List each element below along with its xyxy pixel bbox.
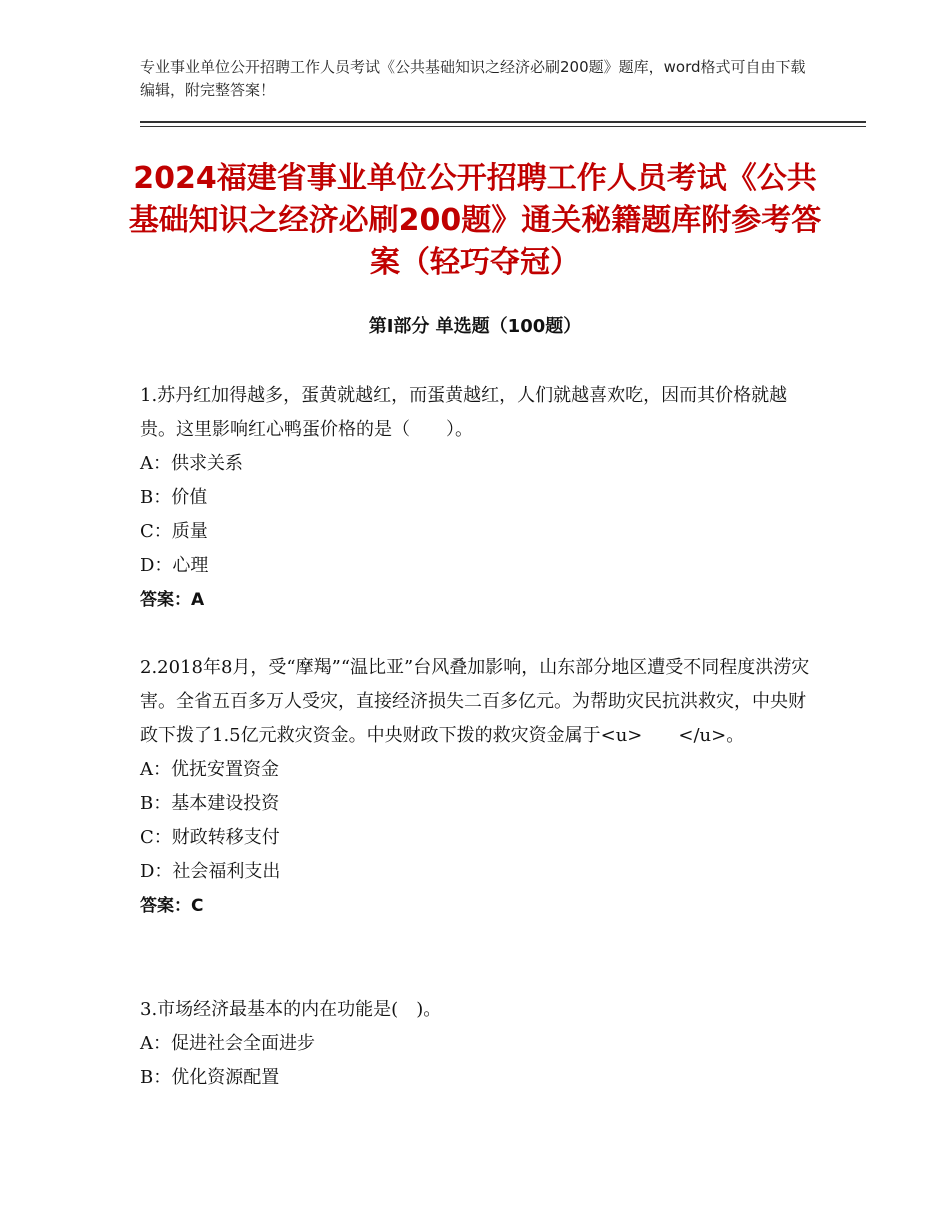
- header-divider-thick: [140, 121, 866, 123]
- question-3: [140, 993, 810, 1095]
- option-b: B：价值: [140, 487, 208, 508]
- option-d: D：心理: [140, 555, 209, 576]
- question-stem: 1.苏丹红加得越多，蛋黄就越红，而蛋黄越红，人们就越喜欢吃，因而其价格就越贵。这里影响红心鸭蛋价格的是（ ）。: [140, 385, 788, 440]
- option-a: A：促进社会全面进步: [140, 1033, 315, 1054]
- option-b: B：优化资源配置: [140, 1067, 280, 1088]
- question-stem: 2.2018年8月，受“摩羯”“温比亚”台风叠加影响，山东部分地区遭受不同程度洪涝灾害。全省五百多万人受灾，直接经济损失二百多亿元。为帮助灾民抗洪救灾，中央财政下拨了1.5亿元救灾资金。中央财政下拨的救灾资金属于<u> </u>。: [140, 657, 810, 746]
- option-a: A：优抚安置资金: [140, 759, 279, 780]
- option-a: A：供求关系: [140, 453, 243, 474]
- option-c: C：财政转移支付: [140, 827, 280, 848]
- section-title: 第Ⅰ部分 单选题（100题）: [368, 316, 582, 337]
- option-d: D：社会福利支出: [140, 861, 281, 882]
- answer: 答案：A: [140, 590, 205, 610]
- question-stem: 3.市场经济最基本的内在功能是( )。: [140, 999, 442, 1020]
- header-note: 专业事业单位公开招聘工作人员考试《公共基础知识之经济必刷200题》题库，word格式可自由下载编辑，附完整答案！: [140, 58, 806, 99]
- option-b: B：基本建设投资: [140, 793, 280, 814]
- document-title: 2024福建省事业单位公开招聘工作人员考试《公共基础知识之经济必刷200题》通关秘籍题库附参考答案（轻巧夺冠）: [128, 161, 822, 280]
- question-2: [140, 651, 810, 923]
- header-divider-thin: [140, 126, 866, 127]
- answer: 答案：C: [140, 896, 204, 916]
- question-1: [140, 379, 810, 617]
- option-c: C：质量: [140, 521, 208, 542]
